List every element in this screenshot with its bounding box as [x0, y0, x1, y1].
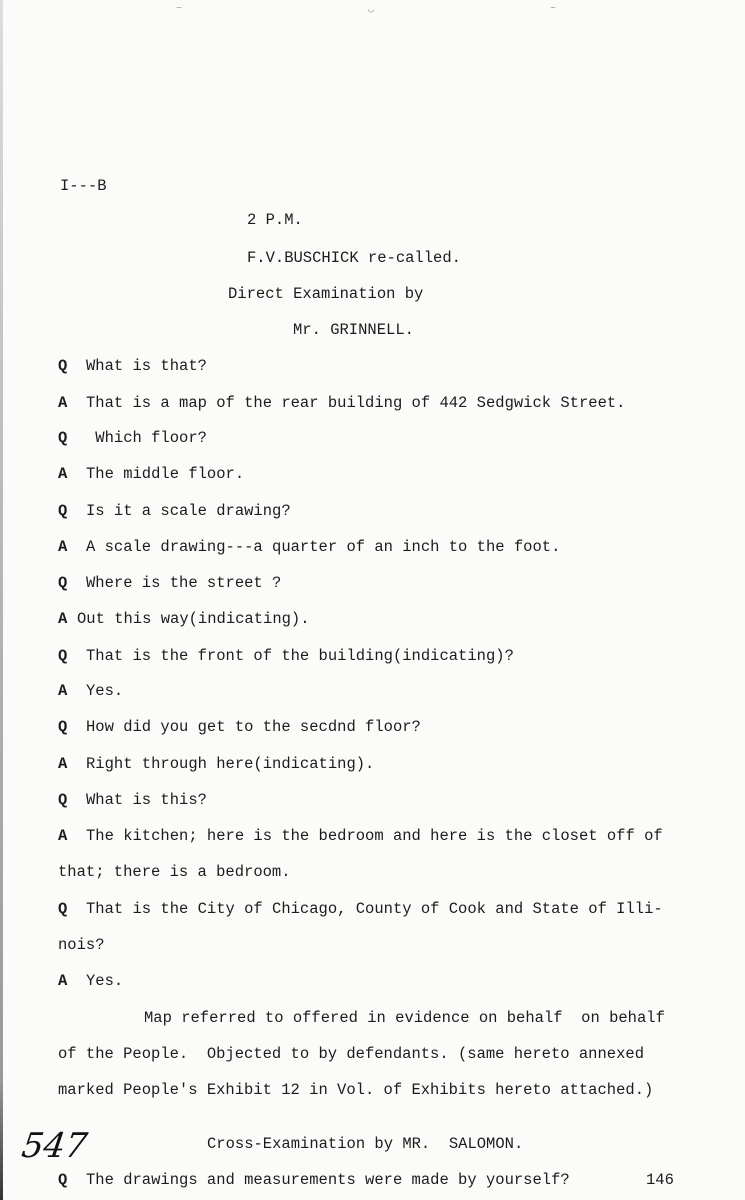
qa-label: A	[58, 394, 68, 412]
cross-exam-heading: Cross-Examination by MR. SALOMON.	[207, 1135, 524, 1153]
paragraph-line: of the People. Objected to by defendants. (same hereto annexed	[58, 1045, 644, 1063]
qa-text: The middle floor.	[86, 465, 245, 483]
handwritten-page-number: 547	[19, 1126, 90, 1166]
page-number: 146	[646, 1171, 674, 1189]
qa-label: Q	[58, 647, 68, 665]
witness-line: F.V.BUSCHICK re-called.	[247, 249, 461, 267]
qa-text: A scale drawing---a quarter of an inch to the foot.	[86, 538, 561, 556]
page-edge-shadow	[0, 0, 3, 1200]
qa-label: Q	[58, 1171, 68, 1189]
examiner-name: Mr. GRINNELL.	[293, 321, 414, 339]
qa-text: that; there is a bedroom.	[58, 863, 291, 881]
qa-text: Right through here(indicating).	[86, 755, 375, 773]
qa-text: How did you get to the secdnd floor?	[86, 718, 421, 736]
qa-text: What is that?	[86, 357, 207, 375]
qa-text: Where is the street ?	[86, 574, 282, 592]
paragraph-line: Map referred to offered in evidence on behalf on behalf	[144, 1009, 665, 1027]
qa-label: Q	[58, 502, 68, 520]
scan-mark: ~	[176, 4, 183, 15]
paragraph-line: marked People's Exhibit 12 in Vol. of Exhibits hereto attached.)	[58, 1081, 654, 1099]
qa-label: Q	[58, 900, 68, 918]
qa-text: What is this?	[86, 791, 207, 809]
qa-label: Q	[58, 574, 68, 592]
scan-mark: ~	[550, 4, 557, 15]
scan-mark: ◡	[368, 5, 375, 16]
qa-label: A	[58, 755, 68, 773]
qa-label: Q	[58, 357, 68, 375]
qa-text: Yes.	[86, 682, 124, 700]
section-label: I---B	[60, 177, 107, 195]
exam-heading: Direct Examination by	[228, 285, 424, 303]
session-time: 2 P.M.	[247, 211, 303, 229]
qa-text: nois?	[58, 936, 105, 954]
qa-label: A	[58, 827, 68, 845]
qa-text: That is a map of the rear building of 442 Sedgwick Street.	[86, 394, 626, 412]
qa-label: Q	[58, 429, 68, 447]
qa-text: Is it a scale drawing?	[86, 502, 291, 520]
qa-text: Out this way(indicating).	[77, 610, 310, 628]
qa-label: Q	[58, 718, 68, 736]
qa-text: The kitchen; here is the bedroom and here is the closet off of	[86, 827, 663, 845]
qa-text: That is the front of the building(indicating)?	[86, 647, 514, 665]
qa-text: Yes.	[86, 972, 124, 990]
qa-label: A	[58, 538, 68, 556]
qa-text: Which floor?	[86, 429, 207, 447]
qa-label: Q	[58, 791, 68, 809]
qa-text: The drawings and measurements were made by yourself?	[86, 1171, 570, 1189]
qa-text: That is the City of Chicago, County of Cook and State of Illi-	[86, 900, 663, 918]
qa-label: A	[58, 465, 68, 483]
qa-label: A	[58, 682, 68, 700]
qa-label: A	[58, 972, 68, 990]
qa-label: A	[58, 610, 68, 628]
